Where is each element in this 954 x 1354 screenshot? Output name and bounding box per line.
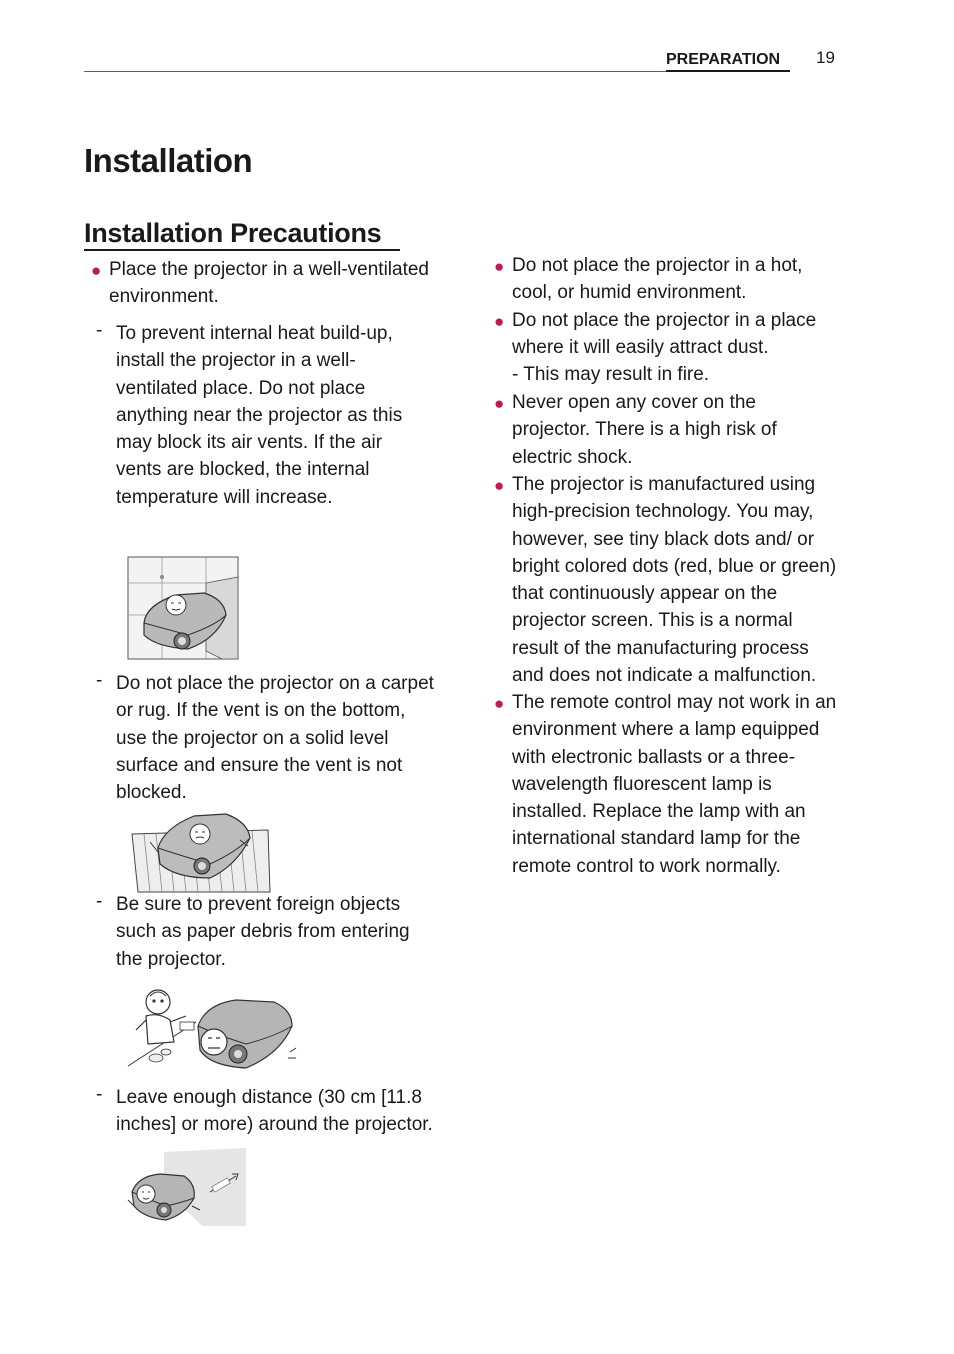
bullet-icon: ● — [91, 261, 102, 280]
projector-on-carpet-illustration — [130, 812, 272, 894]
right-bullet-3: Never open any cover on the projector. There is a high risk of electric shock. — [512, 392, 777, 468]
projector-distance-illustration — [126, 1148, 248, 1228]
right-bullet-2: Do not place the projector in a place where it will easily attract dust. — [512, 310, 817, 359]
page-number: 19 — [816, 48, 835, 67]
bullet-icon: ● — [494, 257, 505, 276]
section-heading-underline — [84, 249, 400, 251]
right-bullet-5: The remote control may not work in an environment where a lamp equipped with electronic ballasts or a three-wavelength fluorescent lamp is installed. Replace the lamp with an international standard lamp for the remote control to work normally. — [512, 692, 837, 877]
left-bullet-1: Place the projector in a well-ventilated environment. — [109, 259, 430, 308]
bullet-icon: ● — [494, 312, 505, 331]
page-title: Installation — [84, 142, 253, 179]
section-label-underline — [666, 70, 790, 72]
left-dash-1: To prevent internal heat build-up, install the projector in a well-ventilated place. Do not place anything near the projector as this may block its air vents. If the air vents are blocked, the internal temperature will increase. — [116, 323, 403, 508]
left-dash-4: Leave enough distance (30 cm [11.8 inches] or more) around the projector. — [116, 1087, 433, 1136]
left-dash-2: Do not place the projector on a carpet or rug. If the vent is on the bottom, use the projector on a solid level surface and ensure the vent is not blocked. — [116, 673, 434, 804]
section-label: PREPARATION — [666, 51, 781, 68]
foreign-objects-illustration — [126, 986, 298, 1072]
bullet-icon: ● — [494, 394, 505, 413]
dash-marker: - — [96, 320, 103, 341]
projector-near-wall-illustration — [126, 555, 242, 663]
section-heading: Installation Precautions — [84, 218, 382, 248]
bullet-icon: ● — [494, 694, 505, 713]
right-bullet-2-note: - This may result in fire. — [512, 364, 710, 385]
bullet-icon: ● — [494, 476, 505, 495]
dash-marker: - — [96, 1084, 103, 1105]
right-bullet-1: Do not place the projector in a hot, cool, or humid environment. — [512, 255, 803, 304]
right-bullet-4: The projector is manufactured using high-precision technology. You may, however, see tiny black dots and/ or bright colored dots (red, blue or green) that continuously appear on the projector screen. This is a normal result of the manufacturing process and does not indicate a malfunction. — [512, 474, 837, 687]
dash-marker: - — [96, 891, 103, 912]
left-dash-3: Be sure to prevent foreign objects such as paper debris from entering the projector. — [116, 894, 410, 970]
dash-marker: - — [96, 670, 103, 691]
